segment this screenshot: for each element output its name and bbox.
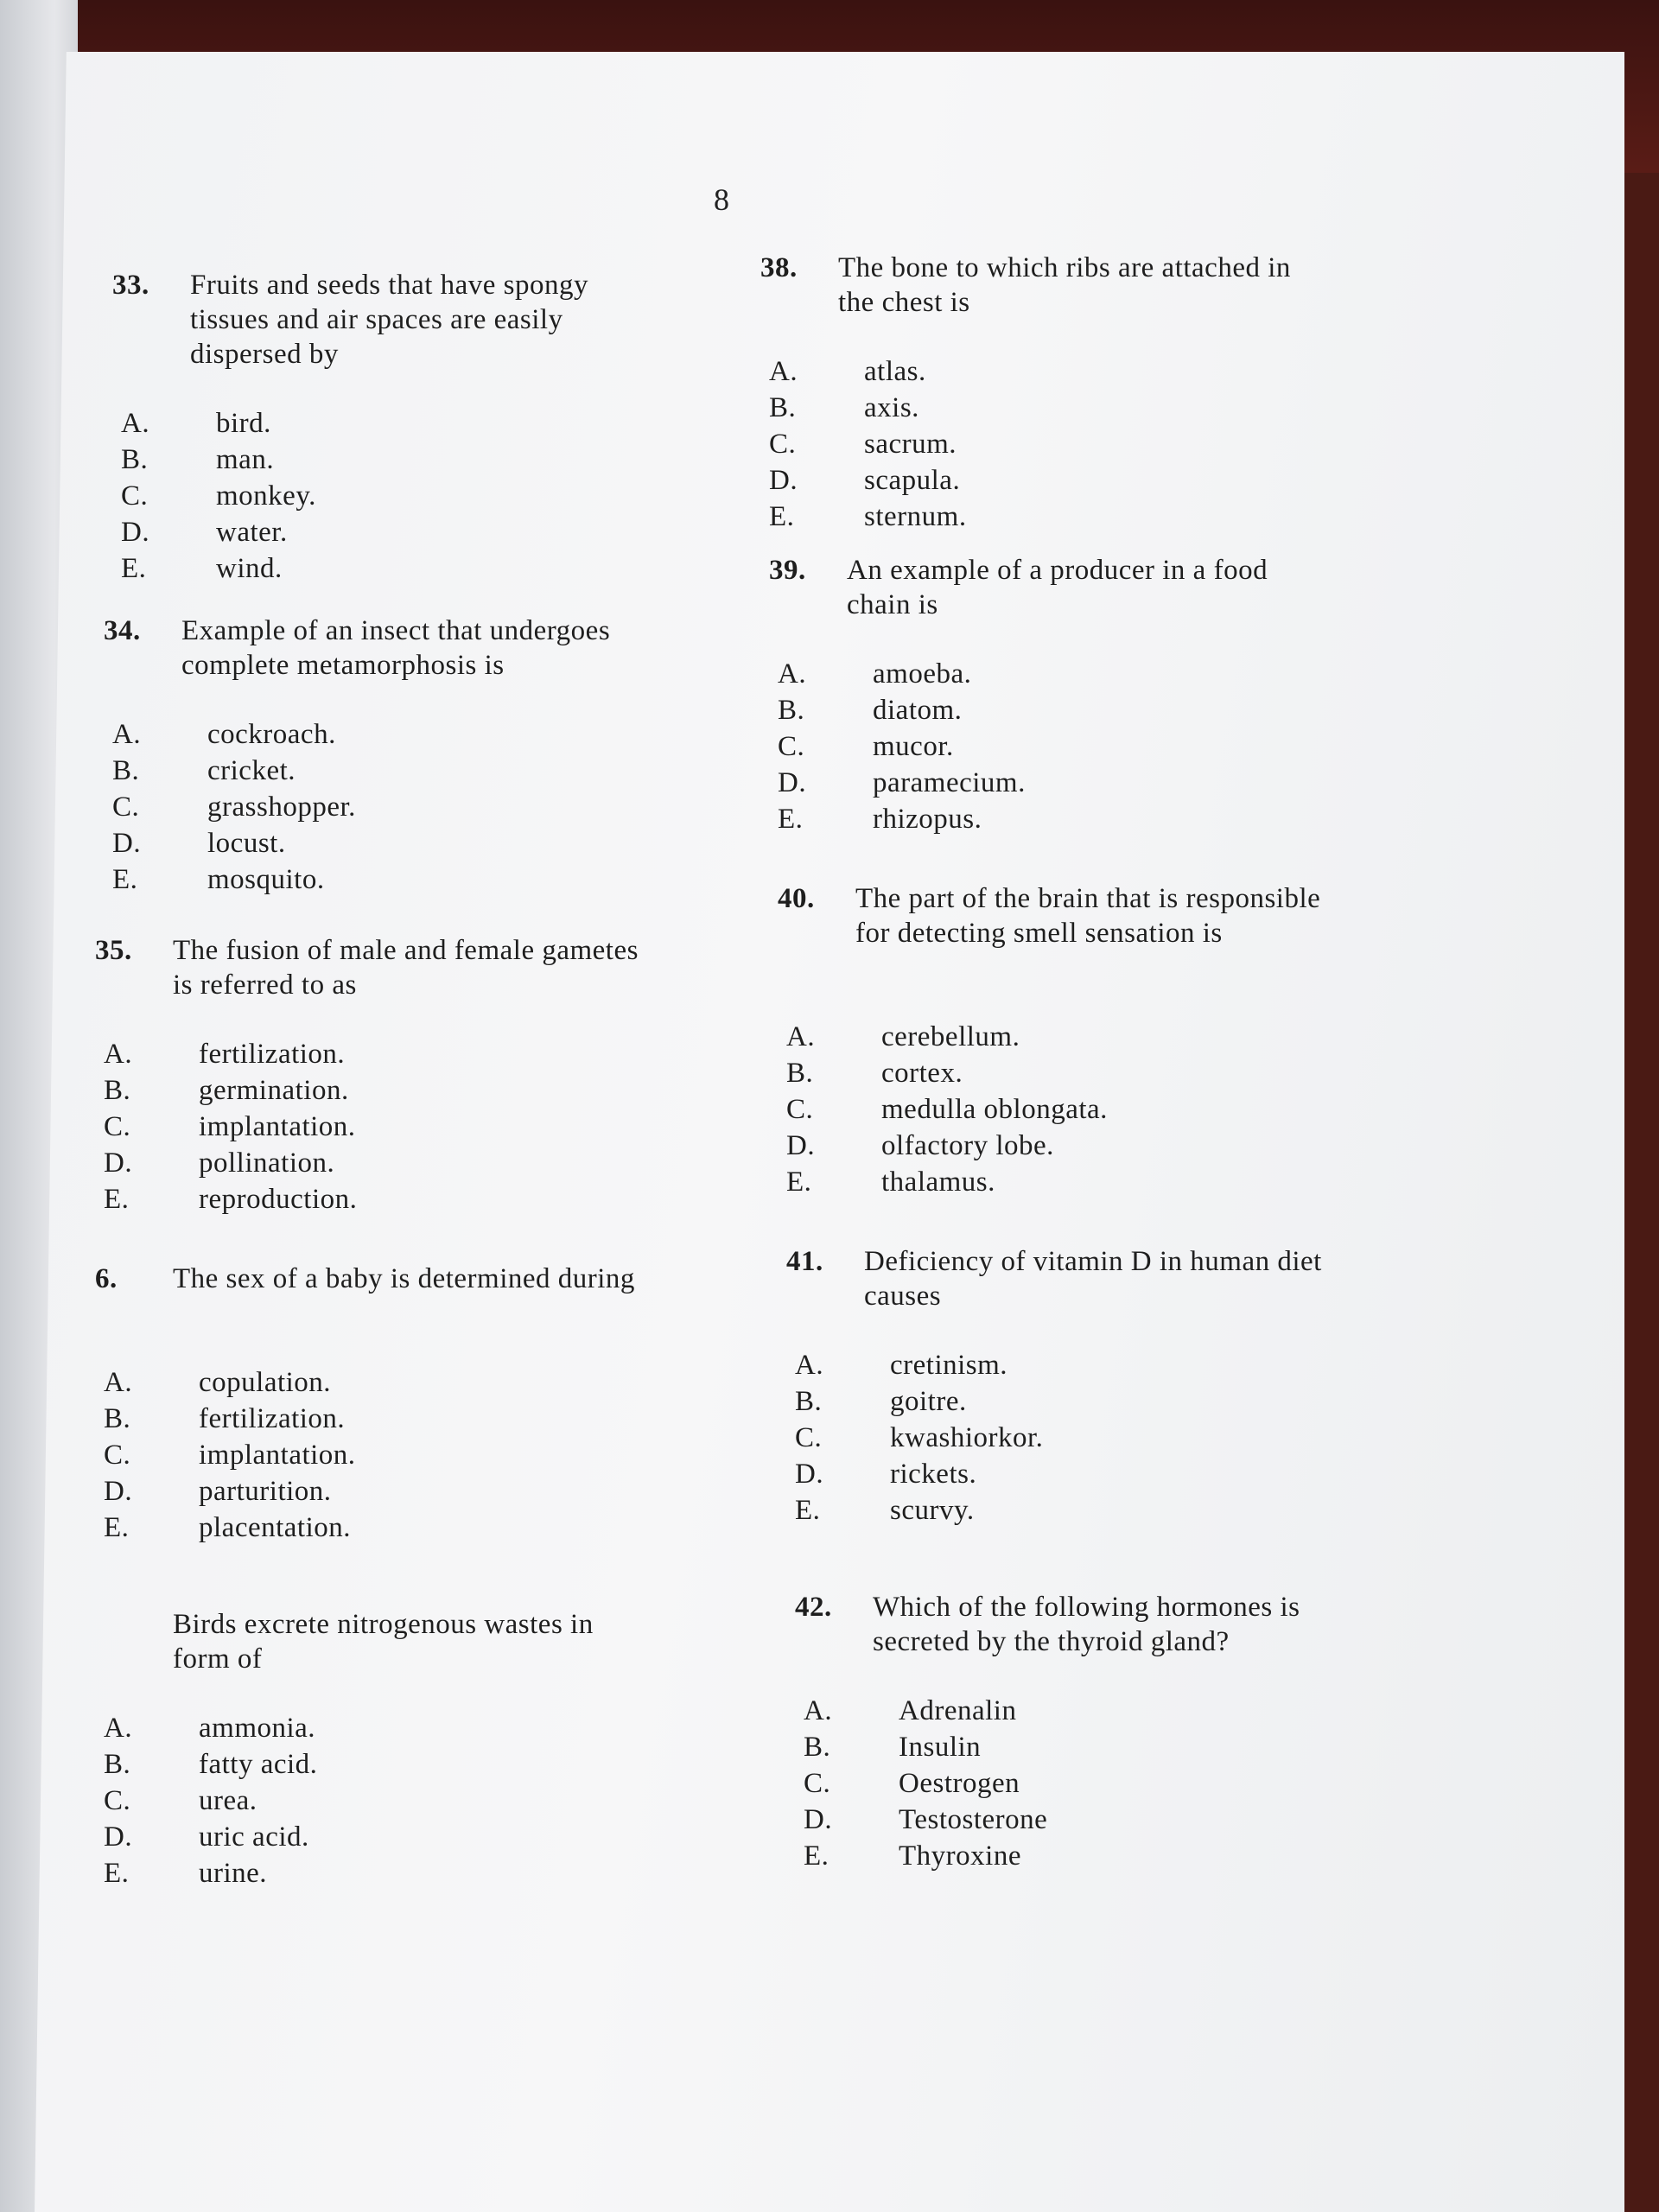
question-number: 40. (778, 883, 815, 914)
question-number: 42. (795, 1592, 832, 1623)
option-text: cortex. (881, 1058, 963, 1089)
option-text: scurvy. (890, 1495, 975, 1526)
option-c (795, 1421, 1331, 1457)
option-e (104, 1510, 639, 1547)
option-a (786, 1020, 1322, 1056)
option-text: uric acid. (199, 1821, 309, 1853)
option-text: sternum. (864, 501, 967, 532)
option-text: kwashiorkor. (890, 1422, 1044, 1453)
option-text: axis. (864, 392, 919, 423)
option-letter: B. (104, 1403, 131, 1434)
option-text: urea. (199, 1785, 257, 1816)
page-number: 8 (714, 182, 729, 217)
question-stem: Fruits and seeds that have spongy tissues and air spaces are easily dispersed by (190, 270, 589, 370)
option-letter: D. (778, 767, 807, 798)
option-text: cretinism. (890, 1350, 1008, 1381)
option-b (112, 753, 648, 790)
option-d (104, 1146, 639, 1182)
option-letter: C. (112, 791, 140, 823)
option-letter: A. (804, 1695, 833, 1726)
option-c (112, 790, 648, 826)
options-list (786, 1020, 1322, 1201)
question-stem: The sex of a baby is determined during (173, 1263, 635, 1294)
option-letter: A. (104, 1713, 133, 1744)
option-letter: D. (104, 1821, 133, 1853)
option-text: man. (216, 444, 275, 475)
option-text: fertilization. (199, 1039, 346, 1070)
question-stem: Deficiency of vitamin D in human diet causes (864, 1246, 1322, 1312)
option-text: pollination. (199, 1147, 335, 1179)
option-a (804, 1694, 1339, 1730)
option-letter: B. (804, 1732, 831, 1763)
option-text: cricket. (207, 755, 296, 786)
option-letter: D. (112, 828, 142, 859)
option-e (121, 551, 657, 588)
options-list (112, 717, 648, 899)
options-list (121, 406, 657, 588)
option-a (112, 717, 648, 753)
question-number: 41. (786, 1246, 823, 1277)
option-letter: C. (104, 1111, 131, 1142)
option-letter: A. (786, 1021, 816, 1052)
option-text: Adrenalin (899, 1695, 1017, 1726)
option-letter: C. (804, 1768, 831, 1799)
option-d (795, 1457, 1331, 1493)
options-list (104, 1711, 639, 1892)
option-text: fatty acid. (199, 1749, 318, 1780)
question-number: 6. (95, 1263, 118, 1294)
option-b (121, 442, 657, 479)
option-b (795, 1384, 1331, 1421)
option-text: cerebellum. (881, 1021, 1020, 1052)
options-list (104, 1037, 639, 1218)
option-d (786, 1128, 1322, 1165)
option-text: Testosterone (899, 1804, 1048, 1835)
question-stem: Birds excrete nitrogenous wastes in form of (173, 1609, 594, 1675)
option-letter: C. (795, 1422, 823, 1453)
option-text: copulation. (199, 1367, 332, 1398)
option-e (778, 802, 1313, 838)
option-e (104, 1182, 639, 1218)
question-stem: The bone to which ribs are attached in the chest is (838, 252, 1291, 318)
option-b (104, 1402, 639, 1438)
option-text: amoeba. (873, 658, 972, 690)
option-e (769, 499, 1305, 536)
option-text: wind. (216, 553, 283, 584)
question-stem: The fusion of male and female gametes is referred to as (173, 935, 639, 1001)
option-c (104, 1109, 639, 1146)
question-number: 39. (769, 555, 806, 586)
option-d (778, 766, 1313, 802)
option-d (769, 463, 1305, 499)
option-c (104, 1438, 639, 1474)
options-list (104, 1365, 639, 1547)
option-b (769, 391, 1305, 427)
option-letter: D. (804, 1804, 833, 1835)
option-text: goitre. (890, 1386, 967, 1417)
option-letter: A. (778, 658, 807, 690)
option-letter: A. (104, 1367, 133, 1398)
option-letter: B. (778, 695, 805, 726)
option-letter: D. (786, 1130, 816, 1161)
option-e (804, 1839, 1339, 1875)
option-letter: C. (769, 429, 797, 460)
options-list (778, 657, 1313, 838)
option-letter: C. (778, 731, 805, 762)
option-d (121, 515, 657, 551)
option-letter: A. (795, 1350, 824, 1381)
option-letter: E. (104, 1512, 130, 1543)
option-letter: E. (778, 804, 804, 835)
options-list (795, 1348, 1331, 1529)
option-text: Insulin (899, 1732, 982, 1763)
option-text: fertilization. (199, 1403, 346, 1434)
option-letter: A. (112, 719, 142, 750)
option-letter: B. (104, 1075, 131, 1106)
question-stem: Example of an insect that undergoes complete metamorphosis is (181, 615, 611, 681)
option-letter: E. (804, 1840, 830, 1872)
option-d (104, 1474, 639, 1510)
option-text: parturition. (199, 1476, 332, 1507)
question-stem: Which of the following hormones is secreted by the thyroid gland? (873, 1592, 1300, 1657)
option-letter: A. (104, 1039, 133, 1070)
option-text: implantation. (199, 1440, 356, 1471)
option-letter: C. (104, 1440, 131, 1471)
option-text: water. (216, 517, 288, 548)
question-number: 38. (760, 252, 798, 283)
option-text: atlas. (864, 356, 926, 387)
option-b (786, 1056, 1322, 1092)
option-d (112, 826, 648, 862)
option-text: ammonia. (199, 1713, 316, 1744)
option-text: paramecium. (873, 767, 1026, 798)
option-text: Oestrogen (899, 1768, 1020, 1799)
option-letter: E. (112, 864, 138, 895)
option-text: rickets. (890, 1459, 977, 1490)
option-text: medulla oblongata. (881, 1094, 1108, 1125)
option-text: implantation. (199, 1111, 356, 1142)
option-a (104, 1711, 639, 1747)
option-a (795, 1348, 1331, 1384)
option-text: diatom. (873, 695, 963, 726)
option-text: reproduction. (199, 1184, 358, 1215)
option-text: locust. (207, 828, 286, 859)
option-text: germination. (199, 1075, 349, 1106)
option-letter: B. (112, 755, 140, 786)
option-a (778, 657, 1313, 693)
option-letter: E. (104, 1184, 130, 1215)
option-text: sacrum. (864, 429, 957, 460)
option-text: mucor. (873, 731, 954, 762)
options-list (804, 1694, 1339, 1875)
option-b (804, 1730, 1339, 1766)
option-text: monkey. (216, 480, 316, 512)
option-text: urine. (199, 1858, 268, 1889)
question-stem: An example of a producer in a food chain is (847, 555, 1268, 620)
option-text: grasshopper. (207, 791, 356, 823)
option-b (104, 1073, 639, 1109)
option-letter: B. (104, 1749, 131, 1780)
option-text: cockroach. (207, 719, 336, 750)
option-e (104, 1856, 639, 1892)
option-letter: B. (121, 444, 149, 475)
option-a (769, 354, 1305, 391)
option-letter: E. (795, 1495, 821, 1526)
options-list (769, 354, 1305, 536)
question-stem: The part of the brain that is responsible for detecting smell sensation is (855, 883, 1321, 949)
question-number: 34. (104, 615, 141, 646)
option-letter: B. (786, 1058, 814, 1089)
option-letter: C. (786, 1094, 814, 1125)
option-a (104, 1365, 639, 1402)
option-a (104, 1037, 639, 1073)
option-c (786, 1092, 1322, 1128)
option-letter: E. (786, 1166, 812, 1198)
option-text: mosquito. (207, 864, 325, 895)
option-e (786, 1165, 1322, 1201)
option-d (804, 1802, 1339, 1839)
option-c (778, 729, 1313, 766)
option-letter: D. (104, 1147, 133, 1179)
option-letter: E. (121, 553, 147, 584)
option-text: bird. (216, 408, 271, 439)
option-letter: B. (795, 1386, 823, 1417)
option-letter: B. (769, 392, 797, 423)
option-letter: D. (769, 465, 798, 496)
option-c (804, 1766, 1339, 1802)
option-text: thalamus. (881, 1166, 995, 1198)
question-number: 33. (112, 270, 149, 301)
option-c (769, 427, 1305, 463)
option-text: olfactory lobe. (881, 1130, 1054, 1161)
option-text: scapula. (864, 465, 961, 496)
option-e (112, 862, 648, 899)
option-letter: E. (104, 1858, 130, 1889)
option-c (104, 1783, 639, 1820)
option-b (778, 693, 1313, 729)
option-text: Thyroxine (899, 1840, 1021, 1872)
option-letter: D. (104, 1476, 133, 1507)
option-letter: E. (769, 501, 795, 532)
option-c (121, 479, 657, 515)
option-text: placentation. (199, 1512, 352, 1543)
option-e (795, 1493, 1331, 1529)
option-letter: C. (121, 480, 149, 512)
option-d (104, 1820, 639, 1856)
option-letter: A. (769, 356, 798, 387)
option-letter: D. (121, 517, 150, 548)
question-number: 35. (95, 935, 132, 966)
option-letter: C. (104, 1785, 131, 1816)
option-letter: A. (121, 408, 150, 439)
option-letter: D. (795, 1459, 824, 1490)
option-b (104, 1747, 639, 1783)
option-text: rhizopus. (873, 804, 982, 835)
option-a (121, 406, 657, 442)
